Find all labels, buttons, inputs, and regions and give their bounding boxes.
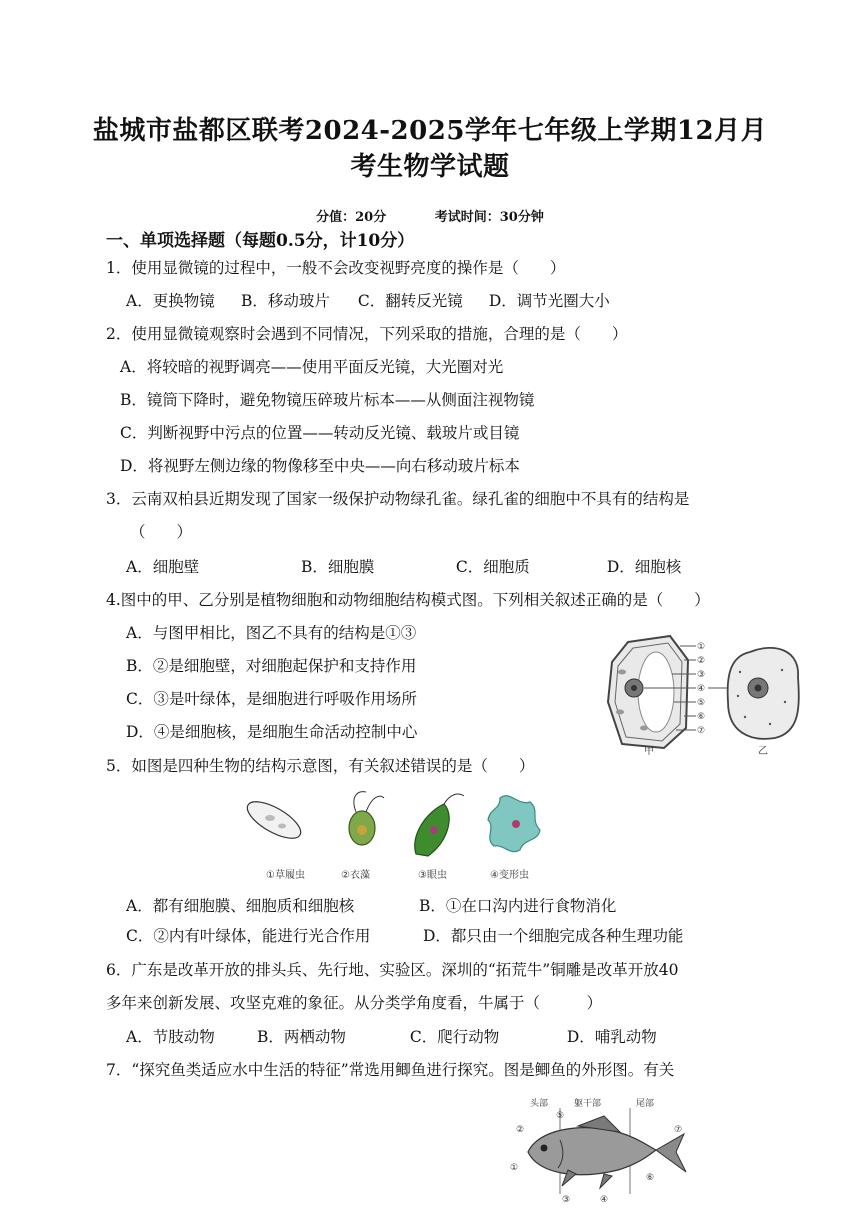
- q3-option-a: A．细胞壁: [126, 558, 200, 576]
- caption-chlamydomonas: ②衣藻: [341, 870, 370, 881]
- cell-label-7: ⑦: [697, 726, 706, 736]
- q6-option-c: C．爬行动物: [409, 1028, 500, 1046]
- q3-stem: 3．云南双柏县近期发现了国家一级保护动物绿孔雀。绿孔雀的细胞中不具有的结构是: [106, 490, 690, 508]
- cell-label-5: ⑤: [697, 698, 706, 708]
- cell-label-3: ③: [697, 670, 706, 680]
- q7-stem: 7．“探究鱼类适应水中生活的特征”常选用鲫鱼进行探究。图是鲫鱼的外形图。有关: [106, 1061, 675, 1079]
- fish-label-6: ⑥: [646, 1173, 655, 1183]
- cell-label-6: ⑥: [697, 712, 706, 722]
- q3-options: [126, 557, 681, 577]
- fish-label-7: ⑦: [674, 1125, 683, 1135]
- fish-label-3: ③: [562, 1195, 571, 1205]
- q2-option-d: D．将视野左侧边缘的物像移至中央——向右移动玻片标本: [120, 457, 520, 475]
- q4-stem: 4.图中的甲、乙分别是植物细胞和动物细胞结构模式图。下列相关叙述正确的是（ ）: [106, 591, 710, 609]
- q5-option-b: B．①在口沟内进行食物消化: [418, 897, 617, 915]
- q3-option-d: D．细胞核: [606, 558, 682, 576]
- fish-label-5: ⑤: [556, 1111, 565, 1121]
- exam-meta: [0, 206, 860, 225]
- protist-figure: [238, 784, 558, 884]
- fish-tail-label: 尾部: [636, 1099, 655, 1109]
- cell-diagram: [600, 632, 810, 758]
- page-title-line2: 考生物学试题: [350, 152, 510, 182]
- caption-euglena: ③眼虫: [418, 870, 447, 881]
- section-heading: 一、单项选择题（每题0.5分，计10分）: [106, 231, 415, 251]
- q4-option-c: C．③是叶绿体，是细胞进行呼吸作用场所: [126, 690, 417, 708]
- q6-options: [126, 1027, 657, 1047]
- q3-option-b: B．细胞膜: [300, 558, 375, 576]
- q4-option-a: A．与图甲相比，图乙不具有的结构是①③: [126, 624, 417, 642]
- page-title-line1: 盐城市盐都区联考2024-2025学年七年级上学期12月月: [92, 116, 768, 146]
- q6-option-b: B．两栖动物: [256, 1028, 346, 1046]
- q5-options-row1: [126, 896, 616, 916]
- q2-option-a: A．将较暗的视野调亮——使用平面反光镜，大光圈对光: [120, 358, 504, 376]
- q5-stem: 5．如图是四种生物的结构示意图，有关叙述错误的是（ ）: [106, 757, 535, 775]
- fish-label-2: ②: [516, 1125, 525, 1135]
- q5-options-row2: [126, 926, 683, 946]
- fig-label-jia: 甲: [644, 746, 654, 757]
- q6-option-a: A．节肢动物: [126, 1028, 215, 1046]
- time-info: 考试时间：30分钟: [434, 210, 544, 225]
- caption-paramecium: ①草履虫: [266, 870, 305, 881]
- q1-option-a: A．更换物镜: [126, 292, 215, 310]
- q1-option-b: B．移动玻片: [240, 292, 330, 310]
- score-info: 分值：20分: [316, 210, 387, 225]
- q2-option-b: B．镜筒下降时，避免物镜压碎玻片标本——从侧面注视物镜: [120, 391, 535, 409]
- q1-option-c: C．翻转反光镜: [357, 292, 463, 310]
- fish-trunk-label: 躯干部: [574, 1099, 602, 1109]
- q4-option-b: B．②是细胞壁，对细胞起保护和支持作用: [126, 657, 417, 675]
- fish-head-label: 头部: [530, 1099, 549, 1109]
- q3-option-c: C．细胞质: [455, 558, 530, 576]
- cell-label-1: ①: [697, 642, 706, 652]
- q6-option-d: D．哺乳动物: [566, 1028, 657, 1046]
- q1-option-d: D．调节光圈大小: [488, 292, 610, 310]
- q5-option-a: A．都有细胞膜、细胞质和细胞核: [126, 897, 355, 915]
- q2-option-c: C．判断视野中污点的位置——转动反光镜、载玻片或目镜: [120, 424, 520, 442]
- cell-label-4: ④: [697, 684, 706, 694]
- q6-stem-line2: 多年来创新发展、攻坚克难的象征。从分类学角度看，牛属于（ ）: [106, 994, 603, 1012]
- fish-label-4: ④: [600, 1195, 609, 1205]
- q5-option-c: C．②内有叶绿体，能进行光合作用: [126, 927, 371, 945]
- q5-option-d: D．都只由一个细胞完成各种生理功能: [422, 927, 684, 945]
- q6-stem-line1: 6．广东是改革开放的排头兵、先行地、实验区。深圳的“拓荒牛”铜雕是改革开放40: [106, 961, 679, 979]
- fig-label-yi: 乙: [758, 746, 768, 757]
- q2-stem: 2．使用显微镜观察时会遇到不同情况，下列采取的措施，合理的是（ ）: [106, 325, 628, 343]
- q1-stem: 1．使用显微镜的过程中，一般不会改变视野亮度的操作是（ ）: [106, 259, 566, 277]
- caption-amoeba: ④变形虫: [490, 870, 529, 881]
- q1-options: [126, 291, 610, 311]
- q4-option-d: D．④是细胞核，是细胞生命活动控制中心: [126, 723, 418, 741]
- fish-label-1: ①: [510, 1163, 519, 1173]
- fish-diagram: [508, 1094, 698, 1206]
- cell-label-2: ②: [697, 656, 706, 666]
- q3-stem-blank: （ ）: [130, 523, 193, 541]
